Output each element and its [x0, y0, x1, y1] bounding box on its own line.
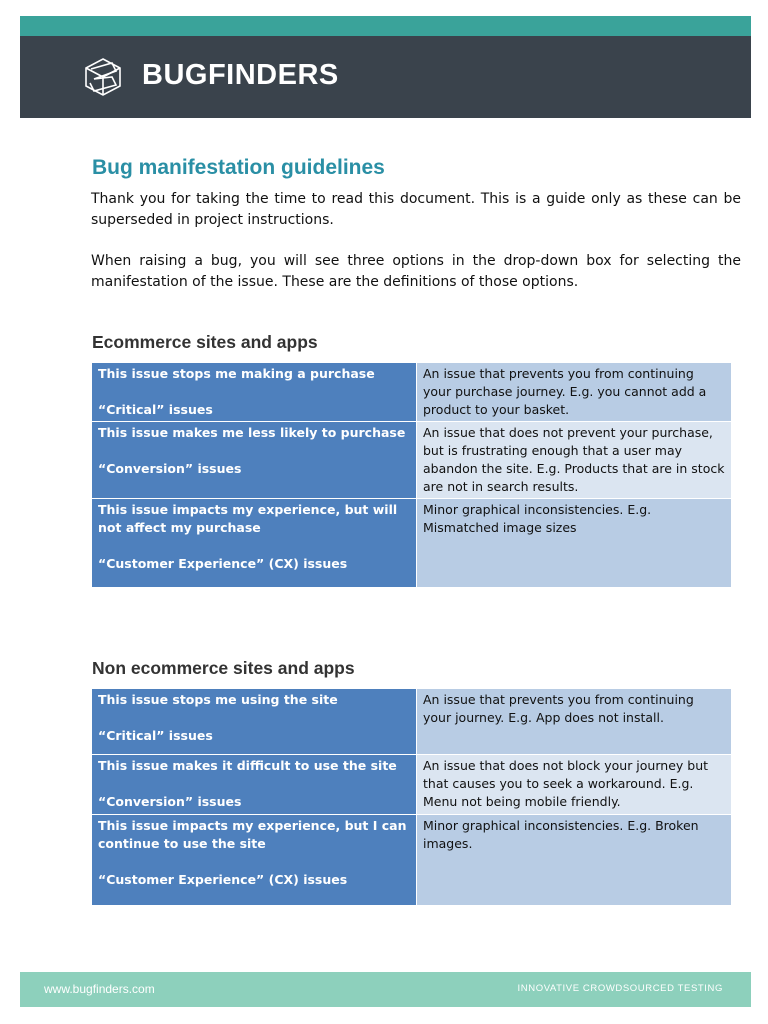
table-row: [92, 755, 732, 815]
definition-cell: An issue that does not block your journey but that causes you to seek a workaround. E.g. Menu not being mobile friendly.: [417, 755, 732, 815]
document-title: Bug manifestation guidelines: [92, 156, 385, 179]
section-heading-ecommerce: Ecommerce sites and apps: [92, 332, 318, 352]
definition-cell: An issue that prevents you from continuing your purchase journey. E.g. you cannot add a product to your basket.: [417, 363, 732, 422]
intro-paragraph: Thank you for taking the time to read this document. This is a guide only as these can be superseded in project instructions.: [91, 191, 741, 228]
footer-tagline: INNOVATIVE CROWDSOURCED TESTING: [517, 983, 723, 994]
category-label: “Customer Experience” (CX) issues: [98, 556, 348, 571]
bugfinders-logo-icon: [82, 57, 124, 97]
option-cell: [92, 363, 417, 422]
option-label: This issue stops me using the site: [98, 692, 338, 707]
header-accent-stripe: [20, 16, 751, 36]
table-row: [92, 689, 732, 755]
option-cell: [92, 499, 417, 588]
definition-cell: An issue that does not prevent your purchase, but is frustrating enough that a user may abandon the site. E.g. Products that are in stock are not in search results.: [417, 422, 732, 499]
footer-website-link[interactable]: www.bugfinders.com: [44, 982, 155, 996]
option-cell: [92, 815, 417, 906]
option-label: This issue impacts my experience, but will not affect my purchase: [98, 502, 398, 535]
category-label: “Critical” issues: [98, 728, 213, 743]
category-label: “Critical” issues: [98, 402, 213, 417]
table-row: [92, 363, 732, 422]
table-row: [92, 499, 732, 588]
option-label: This issue makes me less likely to purchase: [98, 425, 406, 440]
category-label: “Conversion” issues: [98, 461, 242, 476]
header-bar: [20, 36, 751, 118]
option-label: This issue impacts my experience, but I can continue to use the site: [98, 818, 407, 851]
intro-paragraph: When raising a bug, you will see three options in the drop-down box for selecting the manifestation of the issue. These are the definitions of those options.: [91, 253, 741, 290]
non-ecommerce-manifestation-table: [91, 688, 732, 906]
option-cell: [92, 689, 417, 755]
category-label: “Conversion” issues: [98, 794, 242, 809]
footer-bar: [20, 972, 751, 1007]
table-row: [92, 422, 732, 499]
definition-cell: Minor graphical inconsistencies. E.g. Broken images.: [417, 815, 732, 906]
definition-cell: An issue that prevents you from continuing your journey. E.g. App does not install.: [417, 689, 732, 755]
ecommerce-manifestation-table: [91, 362, 732, 588]
option-label: This issue stops me making a purchase: [98, 366, 375, 381]
table-row: [92, 815, 732, 906]
section-heading-non-ecommerce: Non ecommerce sites and apps: [92, 658, 355, 678]
brand-name: BUGFINDERS: [142, 59, 339, 91]
option-label: This issue makes it difficult to use the site: [98, 758, 397, 773]
option-cell: [92, 422, 417, 499]
category-label: “Customer Experience” (CX) issues: [98, 872, 348, 887]
option-cell: [92, 755, 417, 815]
definition-cell: Minor graphical inconsistencies. E.g. Mismatched image sizes: [417, 499, 732, 588]
